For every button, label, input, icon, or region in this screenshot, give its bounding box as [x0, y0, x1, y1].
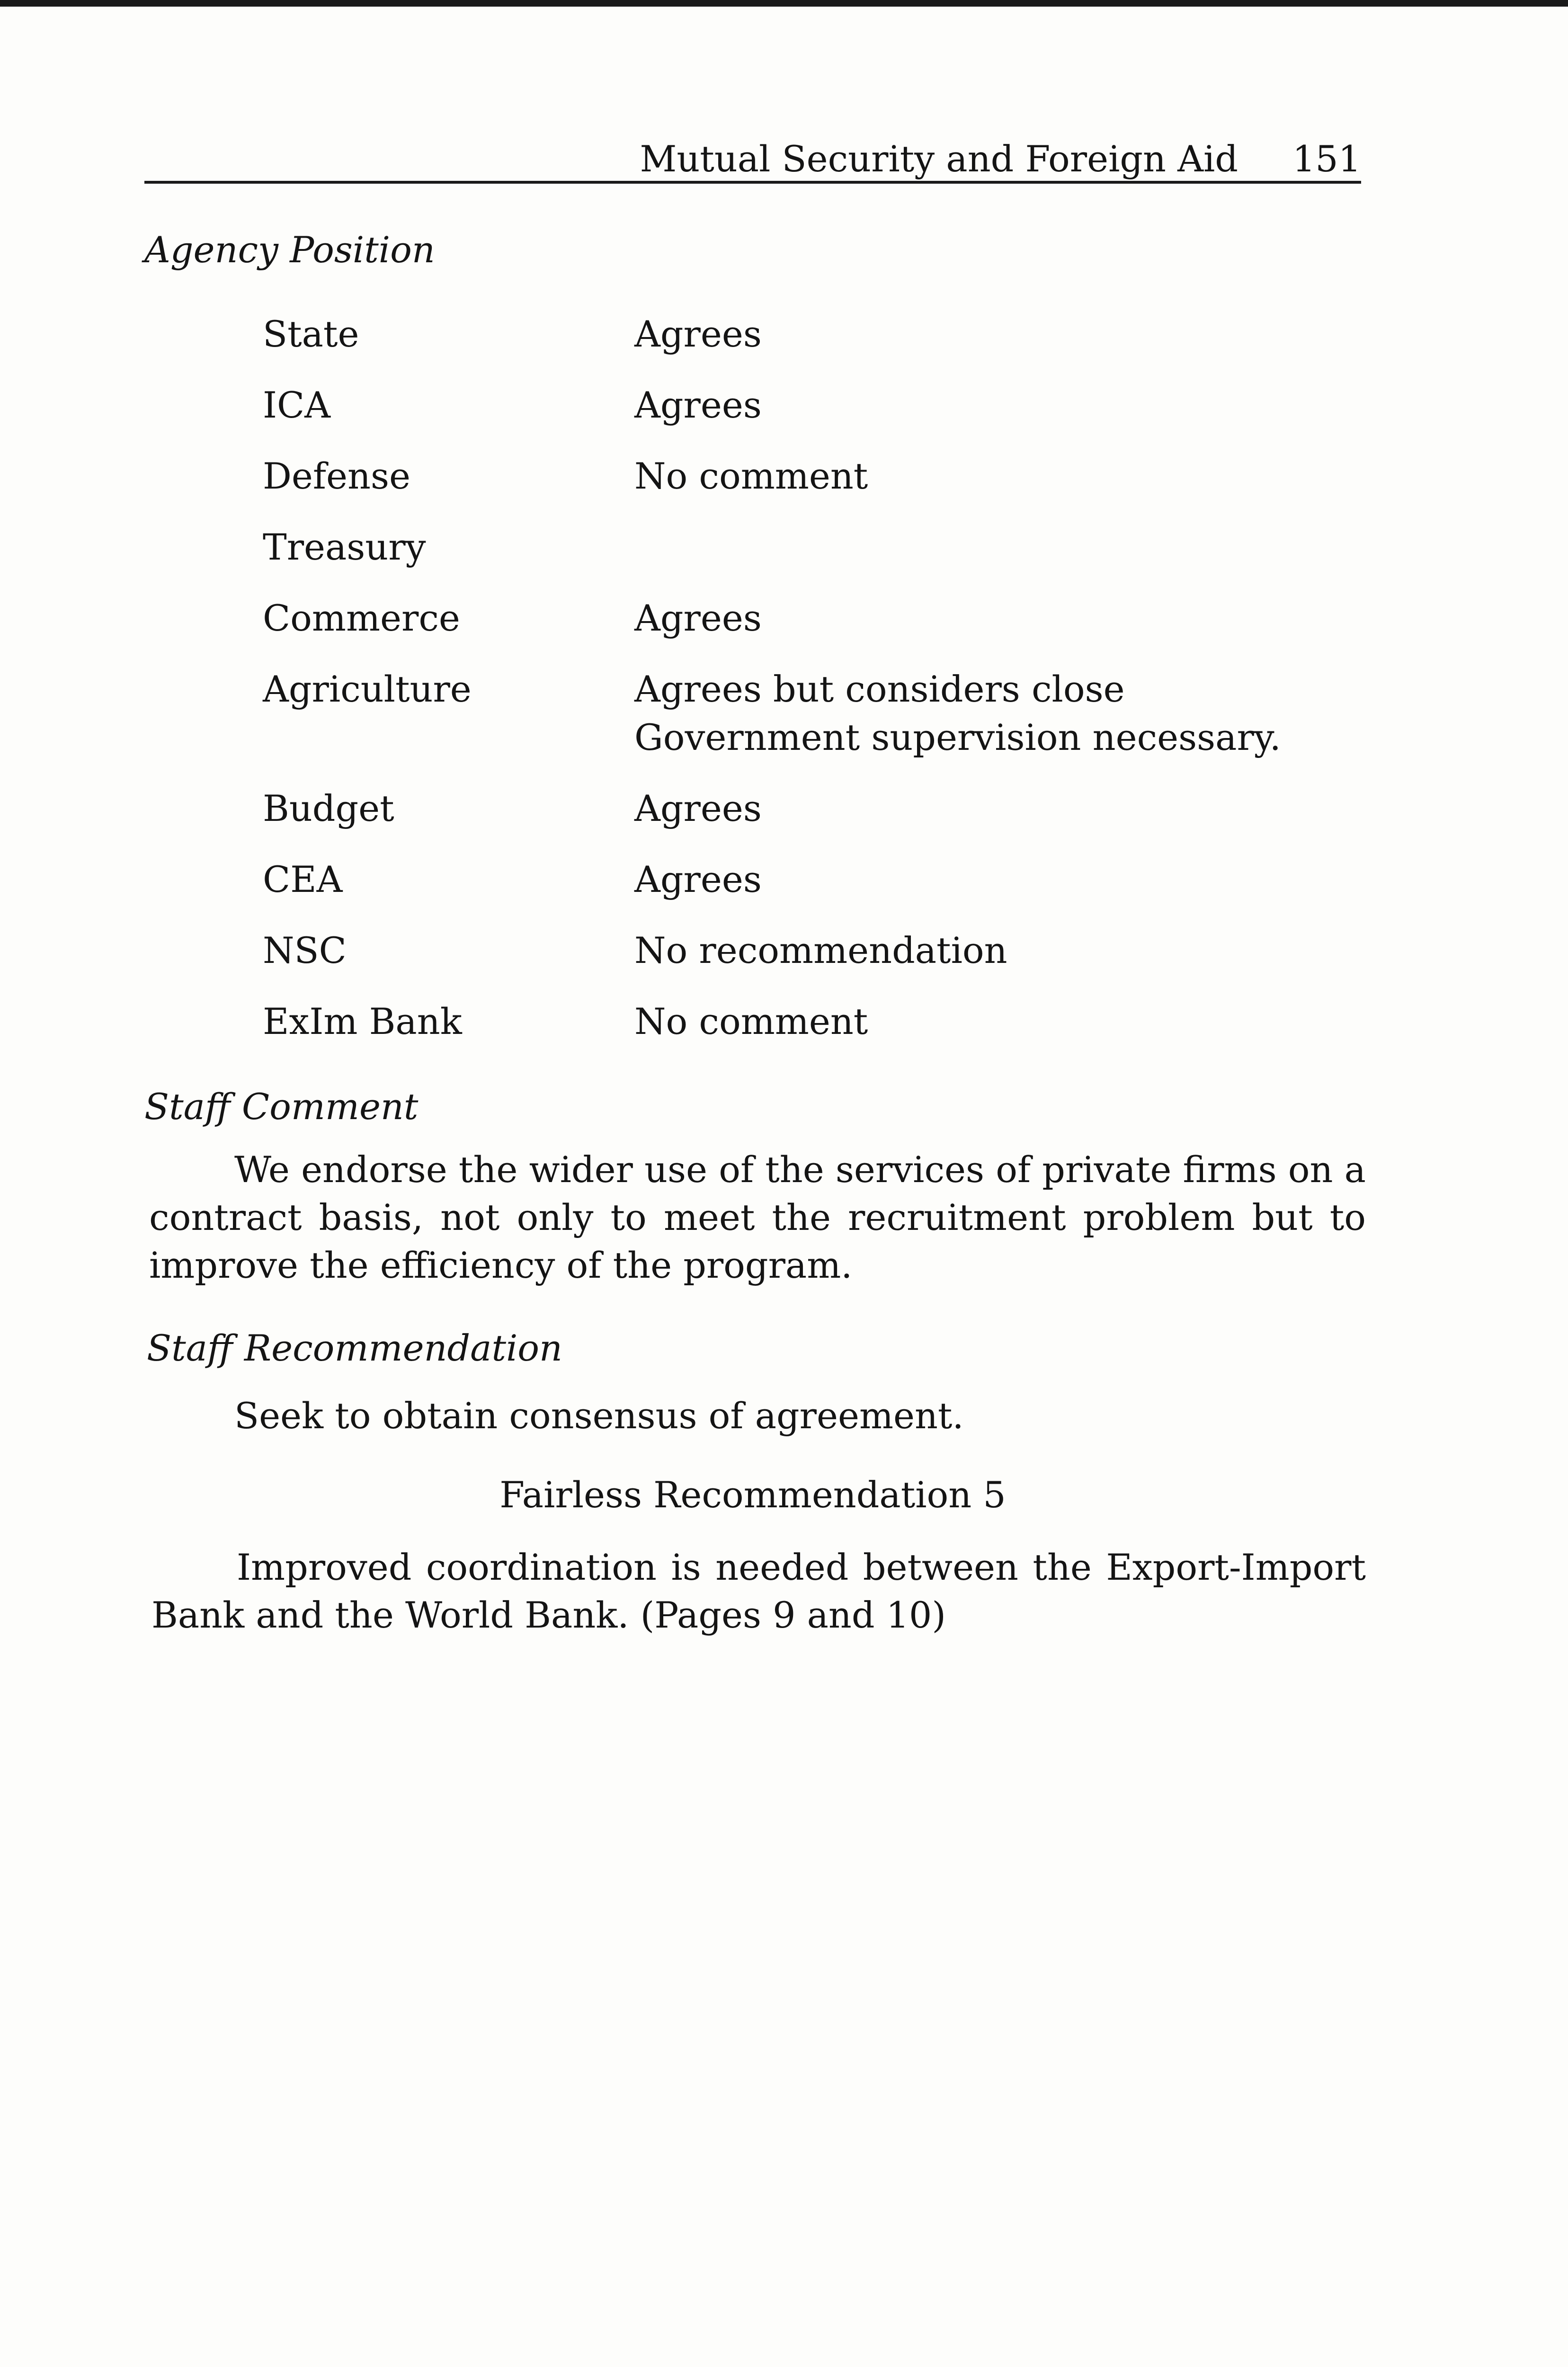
agency-name: NSC — [263, 929, 347, 971]
agency-name: Budget — [263, 787, 394, 829]
staff-recommendation-text: Seek to obtain consensus of agreement. — [234, 1395, 964, 1437]
running-header-title: Mutual Security and Foreign Aid — [640, 138, 1238, 180]
running-header — [144, 129, 1361, 184]
staff-comment-paragraph — [149, 1146, 1366, 1289]
agency-name: Commerce — [263, 597, 460, 639]
agency-row — [263, 452, 1399, 500]
agency-name: ICA — [263, 384, 331, 426]
agency-position-value: No comment — [634, 1000, 868, 1042]
agency-name: ExIm Bank — [263, 1000, 462, 1042]
staff-comment-text: We endorse the wider use of the services of private firms on a contract basis, not only to meet the recruitment problem but to improve the efficiency of the program. — [149, 1148, 1366, 1286]
fairless-recommendation-paragraph — [151, 1543, 1366, 1639]
agency-position-value: Agrees — [634, 858, 762, 900]
fairless-recommendation-heading: Fairless Recommendation 5 — [499, 1474, 1006, 1516]
agency-row — [263, 594, 1399, 642]
agency-position-value — [634, 523, 1326, 571]
agency-position-value: Agrees — [634, 597, 762, 639]
agency-row — [263, 997, 1399, 1046]
agency-row — [263, 855, 1399, 904]
agency-position-heading: Agency Position — [144, 229, 435, 271]
agency-position-value: Agrees — [634, 384, 762, 426]
staff-recommendation-paragraph — [149, 1392, 1366, 1440]
agency-position-value: No comment — [634, 455, 868, 497]
agency-row — [263, 310, 1399, 358]
agency-position-table — [263, 310, 1399, 1068]
agency-row — [263, 926, 1399, 975]
staff-comment-heading: Staff Comment — [144, 1086, 419, 1128]
staff-recommendation-heading: Staff Recommendation — [147, 1327, 563, 1369]
agency-name: Defense — [263, 455, 410, 497]
agency-position-value: Agrees — [634, 787, 762, 829]
agency-row — [263, 381, 1399, 429]
agency-row — [263, 784, 1399, 833]
agency-position-value: Agrees — [634, 313, 762, 355]
agency-name: Treasury — [263, 526, 426, 568]
agency-row — [263, 665, 1399, 762]
fairless-recommendation-text: Improved coordination is needed between the Export-Import Bank and the World Bank. (Pages 9 and 10) — [151, 1546, 1366, 1636]
agency-name: Agriculture — [263, 668, 472, 710]
agency-position-value: Agrees but considers close Government supervision necessary. — [634, 668, 1281, 758]
page-number: 151 — [1292, 138, 1361, 180]
agency-position-value: No recommendation — [634, 929, 1007, 971]
agency-name: CEA — [263, 858, 343, 900]
agency-name: State — [263, 313, 359, 355]
agency-row — [263, 523, 1399, 571]
top-border-rule — [0, 0, 1568, 7]
